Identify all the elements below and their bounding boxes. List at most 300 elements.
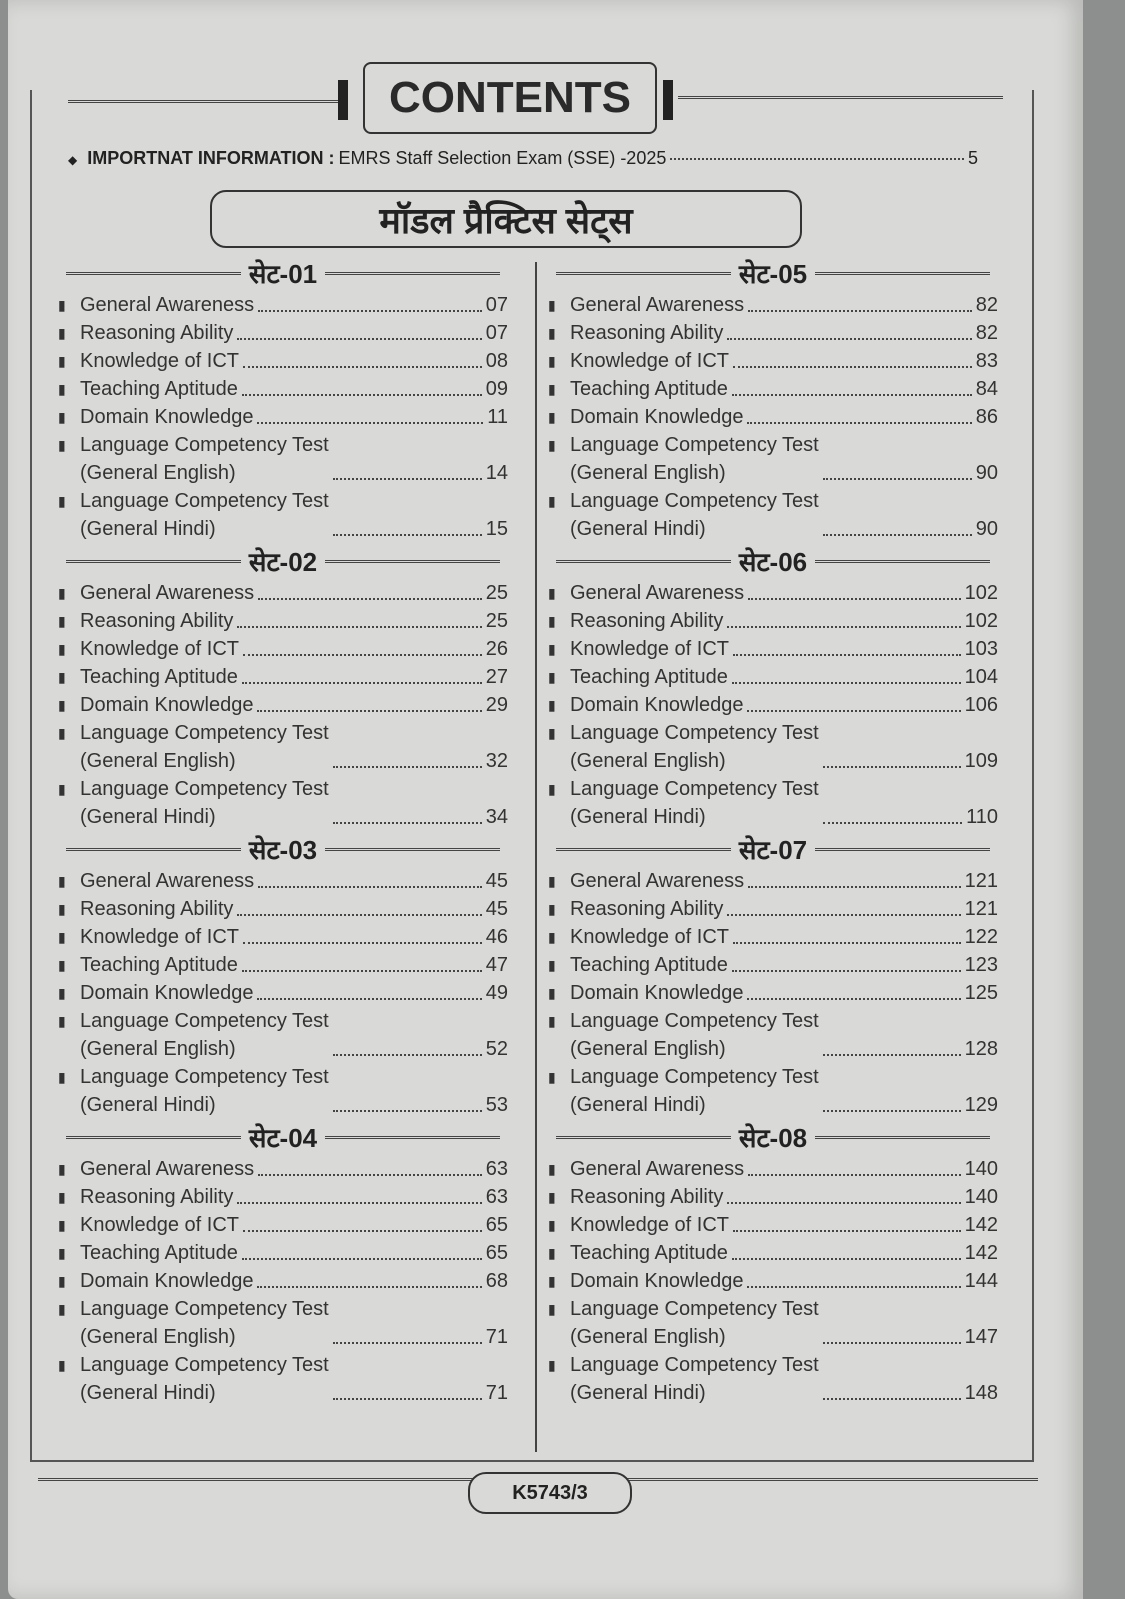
- heading-rule: [66, 848, 241, 851]
- entry-title: Language Competency Test: [570, 1066, 819, 1088]
- entry-title: Domain Knowledge: [80, 982, 254, 1004]
- entry-title: General Awareness: [80, 294, 255, 316]
- entry-title: Language Competency Test: [570, 490, 819, 512]
- entry-title: Knowledge of ICT: [80, 638, 239, 660]
- bullet-icon: ▮: [548, 493, 556, 509]
- entry-page: 144: [964, 1270, 998, 1292]
- leader-dots: [237, 338, 481, 340]
- toc-entry[interactable]: [58, 719, 508, 775]
- entry-title: Reasoning Ability: [570, 322, 724, 344]
- leader-dots: [243, 1230, 482, 1232]
- toc-entry[interactable]: [58, 1183, 508, 1211]
- contents-column-right: [548, 255, 998, 1407]
- bullet-icon: ▮: [548, 585, 556, 601]
- set-heading: [58, 831, 508, 867]
- entry-title: Knowledge of ICT: [570, 638, 729, 660]
- entry-page: 102: [964, 610, 998, 632]
- set-title: सेट-07: [738, 835, 808, 865]
- leader-dots: [242, 970, 482, 972]
- toc-entry[interactable]: [58, 663, 508, 691]
- entry-title: Knowledge of ICT: [570, 926, 729, 948]
- toc-entry[interactable]: [548, 1211, 998, 1239]
- heading-rule: [66, 1136, 241, 1139]
- entry-title: Language Competency Test: [570, 1298, 819, 1320]
- toc-entry[interactable]: [58, 291, 508, 319]
- toc-entry[interactable]: [548, 635, 998, 663]
- toc-entry[interactable]: [58, 1007, 508, 1063]
- entry-title: Teaching Aptitude: [570, 666, 728, 688]
- entry-title: Language Competency Test: [570, 1010, 819, 1032]
- leader-dots: [243, 654, 482, 656]
- entry-page: 82: [975, 294, 998, 316]
- entry-page: 106: [964, 694, 998, 716]
- toc-entry[interactable]: [58, 1239, 508, 1267]
- bullet-icon: ▮: [58, 1245, 66, 1261]
- bullet-icon: ▮: [58, 325, 66, 341]
- entry-title: Reasoning Ability: [570, 610, 724, 632]
- toc-entry[interactable]: [58, 487, 508, 543]
- entry-page: 109: [964, 750, 998, 772]
- entry-page: 148: [964, 1382, 998, 1404]
- heading-rule: [325, 272, 500, 275]
- leader-dots: [258, 886, 482, 888]
- bullet-icon: ▮: [58, 353, 66, 369]
- toc-entry[interactable]: [58, 1267, 508, 1295]
- leader-dots: [333, 1054, 482, 1056]
- bullet-icon: ▮: [58, 409, 66, 425]
- bullet-icon: ▮: [58, 641, 66, 657]
- bullet-icon: ▮: [548, 381, 556, 397]
- entry-subtitle: (General English): [80, 1038, 236, 1060]
- bullet-icon: ▮: [58, 1301, 66, 1317]
- toc-entry[interactable]: [548, 1007, 998, 1063]
- toc-entry[interactable]: [58, 607, 508, 635]
- toc-entry[interactable]: [548, 319, 998, 347]
- entry-title: Language Competency Test: [570, 722, 819, 744]
- toc-entry[interactable]: [58, 691, 508, 719]
- leader-dots: [823, 1110, 961, 1112]
- entry-page: 129: [964, 1094, 998, 1116]
- bullet-icon: ▮: [58, 493, 66, 509]
- bullet-icon: ▮: [58, 697, 66, 713]
- leader-dots: [333, 1398, 482, 1400]
- entry-page: 25: [485, 610, 508, 632]
- bullet-icon: ▮: [548, 641, 556, 657]
- set-block: [548, 543, 998, 831]
- entry-title: Teaching Aptitude: [80, 954, 238, 976]
- entry-title: Language Competency Test: [80, 1066, 329, 1088]
- set-title: सेट-01: [248, 259, 318, 289]
- entry-page: 47: [485, 954, 508, 976]
- entry-page: 102: [964, 582, 998, 604]
- toc-entry[interactable]: [548, 1239, 998, 1267]
- entry-page: 71: [485, 1382, 508, 1404]
- leader-dots: [670, 158, 964, 160]
- heading-rule: [815, 560, 990, 563]
- entry-subtitle: (General English): [570, 1038, 726, 1060]
- entry-title: Knowledge of ICT: [570, 350, 729, 372]
- leader-dots: [727, 626, 960, 628]
- entry-title: Language Competency Test: [80, 778, 329, 800]
- heading-rule: [556, 1136, 731, 1139]
- bullet-icon: ▮: [548, 1301, 556, 1317]
- entry-page: 65: [485, 1242, 508, 1264]
- bullet-icon: ▮: [548, 1357, 556, 1373]
- bullet-icon: ▮: [58, 613, 66, 629]
- bullet-icon: ▮: [58, 1273, 66, 1289]
- leader-dots: [823, 822, 962, 824]
- toc-entry[interactable]: [58, 951, 508, 979]
- toc-entry[interactable]: [58, 1295, 508, 1351]
- heading-rule: [815, 1136, 990, 1139]
- heading-rule: [325, 848, 500, 851]
- heading-rule: [325, 560, 500, 563]
- entry-page: 90: [975, 462, 998, 484]
- toc-entry[interactable]: [58, 895, 508, 923]
- bullet-icon: ▮: [58, 725, 66, 741]
- entry-title: Knowledge of ICT: [570, 1214, 729, 1236]
- set-block: [58, 255, 508, 543]
- title-bar-right: [663, 80, 673, 120]
- toc-entry[interactable]: [58, 431, 508, 487]
- bullet-icon: ▮: [58, 297, 66, 313]
- bullet-icon: ▮: [548, 1189, 556, 1205]
- entry-title: Domain Knowledge: [80, 406, 254, 428]
- set-heading: [58, 1119, 508, 1155]
- entry-page: 71: [485, 1326, 508, 1348]
- set-heading: [548, 831, 998, 867]
- entry-title: General Awareness: [570, 582, 745, 604]
- toc-entry[interactable]: [58, 319, 508, 347]
- entry-title: Knowledge of ICT: [80, 926, 239, 948]
- leader-dots: [732, 970, 961, 972]
- set-title: सेट-04: [248, 1123, 318, 1153]
- info-label: IMPORTNAT INFORMATION :: [87, 148, 335, 168]
- leader-dots: [823, 534, 972, 536]
- entry-subtitle: (General Hindi): [570, 1094, 706, 1116]
- entry-title: Reasoning Ability: [570, 1186, 724, 1208]
- entry-title: Reasoning Ability: [570, 898, 724, 920]
- entry-page: 09: [485, 378, 508, 400]
- entry-page: 86: [975, 406, 998, 428]
- entry-subtitle: (General English): [570, 1326, 726, 1348]
- toc-entry[interactable]: [548, 1183, 998, 1211]
- bullet-icon: ▮: [548, 437, 556, 453]
- entry-page: 27: [485, 666, 508, 688]
- toc-entry[interactable]: [548, 923, 998, 951]
- leader-dots: [258, 598, 482, 600]
- entry-title: General Awareness: [80, 870, 255, 892]
- toc-entry[interactable]: [548, 775, 998, 831]
- entry-page: 53: [485, 1094, 508, 1116]
- toc-entry[interactable]: [548, 1155, 998, 1183]
- entry-subtitle: (General English): [80, 1326, 236, 1348]
- entry-title: Knowledge of ICT: [80, 1214, 239, 1236]
- heading-rule: [325, 1136, 500, 1139]
- toc-entry[interactable]: [58, 347, 508, 375]
- entry-page: 84: [975, 378, 998, 400]
- entry-title: Language Competency Test: [80, 434, 329, 456]
- bullet-icon: ▮: [548, 1217, 556, 1233]
- bullet-icon: ▮: [548, 353, 556, 369]
- contents-column-left: [58, 255, 508, 1407]
- bullet-icon: ▮: [548, 325, 556, 341]
- book-code: K5743/3: [468, 1472, 632, 1514]
- bullet-icon: ▮: [548, 297, 556, 313]
- entry-page: 128: [964, 1038, 998, 1060]
- toc-entry[interactable]: [548, 579, 998, 607]
- heading-rule: [815, 848, 990, 851]
- entry-subtitle: (General English): [570, 462, 726, 484]
- set-title: सेट-05: [738, 259, 808, 289]
- entry-page: 29: [485, 694, 508, 716]
- toc-entry[interactable]: [548, 867, 998, 895]
- leader-dots: [823, 1398, 961, 1400]
- bullet-icon: ▮: [58, 1161, 66, 1177]
- entry-title: Teaching Aptitude: [80, 378, 238, 400]
- toc-entry[interactable]: [58, 375, 508, 403]
- book-page: [8, 0, 1083, 1599]
- entry-page: 121: [964, 898, 998, 920]
- entry-page: 140: [964, 1186, 998, 1208]
- leader-dots: [242, 1258, 482, 1260]
- toc-entry[interactable]: [58, 979, 508, 1007]
- toc-entry[interactable]: [548, 1295, 998, 1351]
- entry-title: Teaching Aptitude: [80, 666, 238, 688]
- leader-dots: [748, 310, 972, 312]
- toc-entry[interactable]: [548, 895, 998, 923]
- entry-page: 82: [975, 322, 998, 344]
- leader-dots: [257, 1286, 481, 1288]
- leader-dots: [823, 478, 972, 480]
- toc-entry[interactable]: [548, 691, 998, 719]
- entry-page: 65: [485, 1214, 508, 1236]
- set-heading: [58, 255, 508, 291]
- entry-title: Teaching Aptitude: [570, 1242, 728, 1264]
- leader-dots: [242, 394, 482, 396]
- entry-title: Teaching Aptitude: [570, 954, 728, 976]
- entry-title: Domain Knowledge: [570, 982, 744, 1004]
- entry-page: 34: [485, 806, 508, 828]
- entry-page: 46: [485, 926, 508, 948]
- toc-entry[interactable]: [58, 1351, 508, 1407]
- entry-title: Teaching Aptitude: [80, 1242, 238, 1264]
- leader-dots: [732, 1258, 961, 1260]
- toc-entry[interactable]: [548, 487, 998, 543]
- leader-dots: [237, 914, 481, 916]
- toc-entry[interactable]: [548, 1063, 998, 1119]
- leader-dots: [333, 1110, 482, 1112]
- toc-entry[interactable]: [548, 951, 998, 979]
- leader-dots: [257, 998, 481, 1000]
- bullet-icon: ▮: [548, 873, 556, 889]
- entry-subtitle: (General Hindi): [80, 1382, 216, 1404]
- toc-entry[interactable]: [548, 607, 998, 635]
- entry-page: 32: [485, 750, 508, 772]
- toc-entry[interactable]: [58, 775, 508, 831]
- leader-dots: [727, 1202, 960, 1204]
- toc-entry[interactable]: [58, 923, 508, 951]
- entry-page: 103: [964, 638, 998, 660]
- entry-page: 122: [964, 926, 998, 948]
- set-heading: [548, 1119, 998, 1155]
- heading-rule: [66, 272, 241, 275]
- toc-entry[interactable]: [548, 403, 998, 431]
- entry-title: Language Competency Test: [570, 1354, 819, 1376]
- entry-page: 25: [485, 582, 508, 604]
- entry-title: General Awareness: [570, 870, 745, 892]
- bullet-icon: ▮: [548, 929, 556, 945]
- entry-page: 15: [485, 518, 508, 540]
- bullet-icon: ▮: [548, 1013, 556, 1029]
- entry-page: 26: [485, 638, 508, 660]
- section-title: मॉडल प्रैक्टिस सेट्स: [210, 190, 802, 248]
- toc-entry[interactable]: [58, 635, 508, 663]
- toc-entry[interactable]: [548, 291, 998, 319]
- toc-entry[interactable]: [58, 1155, 508, 1183]
- entry-title: General Awareness: [570, 1158, 745, 1180]
- entry-title: Reasoning Ability: [80, 610, 234, 632]
- leader-dots: [237, 626, 481, 628]
- set-title: सेट-08: [738, 1123, 808, 1153]
- entry-title: Domain Knowledge: [570, 1270, 744, 1292]
- entry-title: Language Competency Test: [570, 434, 819, 456]
- entry-page: 121: [964, 870, 998, 892]
- entry-subtitle: (General English): [80, 750, 236, 772]
- leader-dots: [257, 422, 483, 424]
- entry-title: General Awareness: [80, 1158, 255, 1180]
- set-block: [58, 543, 508, 831]
- entry-subtitle: (General Hindi): [570, 806, 706, 828]
- leader-dots: [727, 914, 960, 916]
- toc-entry[interactable]: [548, 1351, 998, 1407]
- info-text: EMRS Staff Selection Exam (SSE) -2025: [338, 148, 667, 168]
- column-divider: [535, 262, 537, 1452]
- title-rule-left: [68, 100, 343, 103]
- bullet-icon: ▮: [548, 725, 556, 741]
- toc-entry[interactable]: [548, 375, 998, 403]
- leader-dots: [333, 478, 482, 480]
- entry-page: 110: [966, 806, 998, 828]
- leader-dots: [747, 422, 971, 424]
- entry-subtitle: (General English): [570, 750, 726, 772]
- toc-entry[interactable]: [548, 979, 998, 1007]
- entry-page: 104: [964, 666, 998, 688]
- bullet-icon: ▮: [58, 381, 66, 397]
- leader-dots: [243, 366, 482, 368]
- toc-entry[interactable]: [58, 1063, 508, 1119]
- contents-title: CONTENTS: [363, 62, 657, 134]
- toc-entry[interactable]: [58, 1211, 508, 1239]
- set-heading: [548, 543, 998, 579]
- leader-dots: [733, 942, 961, 944]
- entry-title: Language Competency Test: [570, 778, 819, 800]
- bullet-icon: ▮: [548, 1161, 556, 1177]
- toc-entry[interactable]: [548, 1267, 998, 1295]
- leader-dots: [727, 338, 971, 340]
- toc-entry[interactable]: [58, 579, 508, 607]
- heading-rule: [556, 560, 731, 563]
- leader-dots: [732, 394, 972, 396]
- bullet-icon: ▮: [58, 437, 66, 453]
- bullet-icon: ▮: [58, 585, 66, 601]
- heading-rule: [556, 272, 731, 275]
- leader-dots: [748, 886, 960, 888]
- entry-page: 14: [485, 462, 508, 484]
- toc-entry[interactable]: [58, 403, 508, 431]
- entry-title: Teaching Aptitude: [570, 378, 728, 400]
- set-block: [58, 1119, 508, 1407]
- toc-entry[interactable]: [58, 867, 508, 895]
- bullet-icon: ▮: [58, 901, 66, 917]
- leader-dots: [258, 1174, 482, 1176]
- set-title: सेट-06: [738, 547, 808, 577]
- leader-dots: [733, 1230, 961, 1232]
- bullet-icon: ▮: [548, 697, 556, 713]
- bullet-icon: ▮: [58, 873, 66, 889]
- leader-dots: [823, 1342, 961, 1344]
- set-heading: [548, 255, 998, 291]
- toc-entry[interactable]: [548, 663, 998, 691]
- entry-title: Reasoning Ability: [80, 1186, 234, 1208]
- leader-dots: [333, 1342, 482, 1344]
- bullet-icon: ▮: [548, 1273, 556, 1289]
- entry-page: 45: [485, 870, 508, 892]
- entry-page: 07: [485, 322, 508, 344]
- bullet-icon: ▮: [548, 985, 556, 1001]
- bullet-icon: ▮: [548, 1245, 556, 1261]
- entry-subtitle: (General Hindi): [80, 518, 216, 540]
- entry-page: 63: [485, 1158, 508, 1180]
- entry-page: 49: [485, 982, 508, 1004]
- diamond-bullet-icon: ◆: [68, 153, 78, 167]
- toc-entry[interactable]: [548, 719, 998, 775]
- entry-title: Reasoning Ability: [80, 898, 234, 920]
- toc-entry[interactable]: [548, 431, 998, 487]
- entry-title: Domain Knowledge: [570, 694, 744, 716]
- entry-page: 123: [964, 954, 998, 976]
- heading-rule: [815, 272, 990, 275]
- heading-rule: [556, 848, 731, 851]
- leader-dots: [333, 766, 482, 768]
- entry-title: Domain Knowledge: [80, 694, 254, 716]
- important-info-entry: [68, 148, 978, 169]
- leader-dots: [237, 1202, 481, 1204]
- set-block: [58, 831, 508, 1119]
- set-block: [548, 255, 998, 543]
- entry-page: 68: [485, 1270, 508, 1292]
- entry-title: Domain Knowledge: [570, 406, 744, 428]
- entry-title: Domain Knowledge: [80, 1270, 254, 1292]
- entry-page: 08: [485, 350, 508, 372]
- entry-title: Language Competency Test: [80, 1010, 329, 1032]
- set-block: [548, 831, 998, 1119]
- set-title: सेट-02: [248, 547, 318, 577]
- bullet-icon: ▮: [58, 1357, 66, 1373]
- entry-title: Reasoning Ability: [80, 322, 234, 344]
- bullet-icon: ▮: [58, 1013, 66, 1029]
- entry-title: General Awareness: [80, 582, 255, 604]
- leader-dots: [823, 766, 961, 768]
- bullet-icon: ▮: [58, 669, 66, 685]
- toc-entry[interactable]: [548, 347, 998, 375]
- heading-rule: [66, 560, 241, 563]
- leader-dots: [732, 682, 961, 684]
- entry-page: 147: [964, 1326, 998, 1348]
- entry-page: 45: [485, 898, 508, 920]
- bullet-icon: ▮: [58, 1189, 66, 1205]
- entry-page: 07: [485, 294, 508, 316]
